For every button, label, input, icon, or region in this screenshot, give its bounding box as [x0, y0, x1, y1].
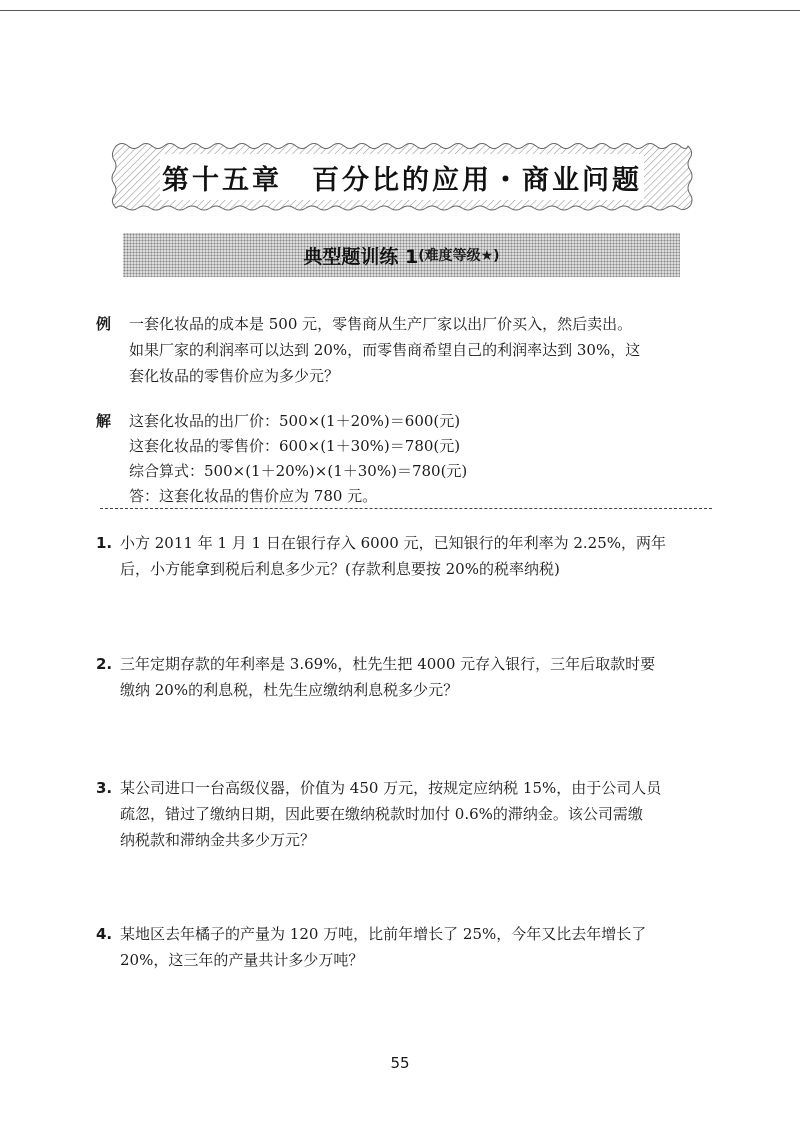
example-line: 如果厂家的利润率可以达到 20%，而零售商希望自己的利润率达到 30%，这 — [129, 341, 641, 359]
question-line: 三年定期存款的年利率是 3.69%，杜先生把 4000 元存入银行，三年后取款时要 — [120, 655, 656, 673]
question-3 — [96, 775, 736, 857]
solution-line: 这套化妆品的零售价：600×(1＋30%)＝780(元) — [129, 437, 461, 455]
chapter-title: 第十五章 百分比的应用・商业问题 — [162, 164, 642, 196]
top-rule — [0, 10, 800, 11]
question-number: 3. — [96, 779, 113, 797]
example-line: 套化妆品的零售价应为多少元？ — [129, 367, 340, 385]
section-difficulty: (难度等级★) — [418, 248, 500, 264]
question-line: 后，小方能拿到税后利息多少元？(存款利息要按 20%的税率纳税) — [120, 560, 560, 578]
question-line: 纳税款和滞纳金共多少万元？ — [120, 831, 316, 849]
solution-marker: 解 — [96, 412, 112, 430]
chapter-banner — [108, 140, 696, 214]
solution-line: 答：这套化妆品的售价应为 780 元。 — [129, 487, 378, 505]
section-title: 典型题训练 1 — [303, 245, 419, 268]
question-number: 2. — [96, 655, 113, 673]
example-marker: 例 — [96, 315, 112, 333]
question-line: 缴纳 20%的利息税，杜先生应缴纳利息税多少元？ — [120, 681, 459, 699]
question-4 — [96, 921, 736, 977]
question-line: 疏忽，错过了缴纳日期，因此要在缴纳税款时加付 0.6%的滞纳金。该公司需缴 — [120, 805, 643, 823]
solution-block — [96, 409, 736, 515]
question-line: 某公司进口一台高级仪器，价值为 450 万元，按规定应纳税 15%，由于公司人员 — [120, 779, 662, 797]
page-number: 55 — [390, 1054, 410, 1072]
section-banner — [123, 233, 680, 277]
question-line: 某地区去年橘子的产量为 120 万吨，比前年增长了 25%，今年又比去年增长了 — [120, 925, 647, 943]
question-number: 1. — [96, 534, 113, 552]
question-line: 小方 2011 年 1 月 1 日在银行存入 6000 元，已知银行的年利率为 2.25%，两年 — [120, 534, 667, 552]
example-line: 一套化妆品的成本是 500 元，零售商从生产厂家以出厂价买入，然后卖出。 — [129, 315, 633, 333]
question-1 — [96, 530, 736, 586]
example-block — [96, 311, 736, 391]
question-line: 20%，这三年的产量共计多少万吨？ — [120, 951, 364, 969]
dashed-divider — [100, 508, 712, 509]
solution-line: 综合算式：500×(1＋20%)×(1＋30%)＝780(元) — [129, 462, 468, 480]
solution-line: 这套化妆品的出厂价：500×(1＋20%)＝600(元) — [129, 412, 461, 430]
question-number: 4. — [96, 925, 113, 943]
question-2 — [96, 651, 736, 707]
